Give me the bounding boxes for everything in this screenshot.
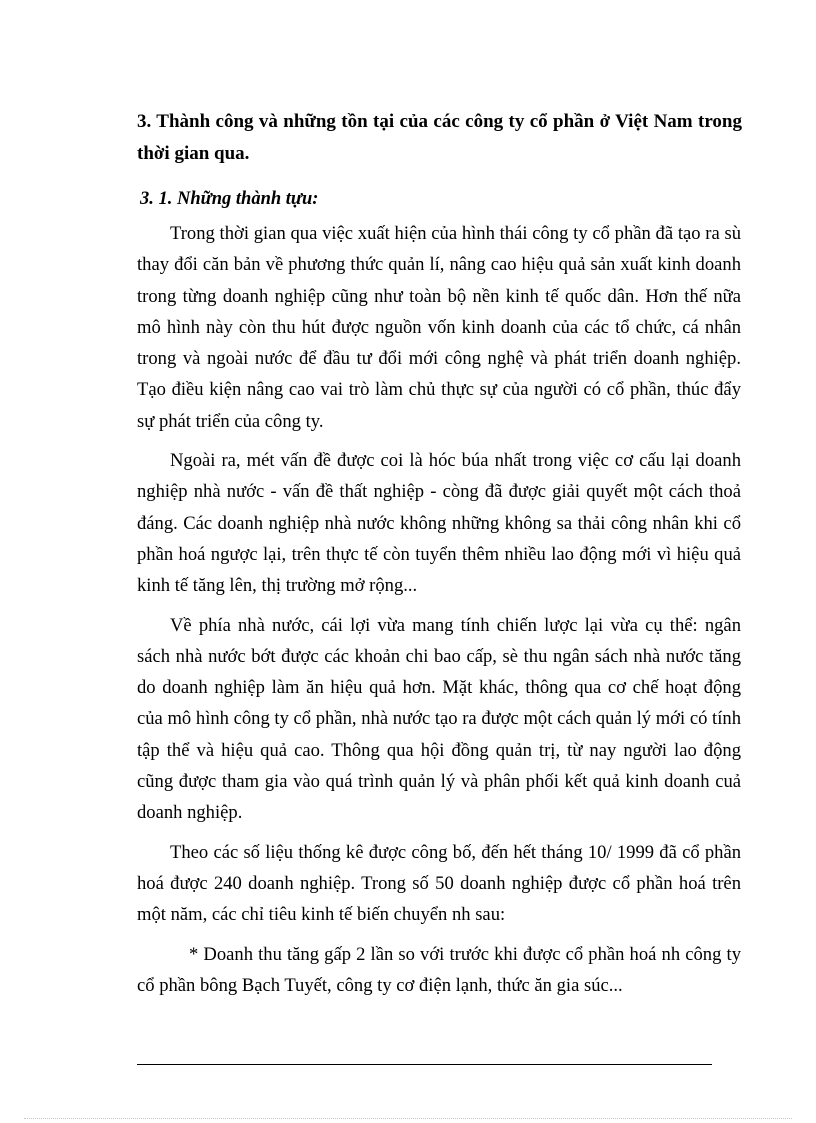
page-bottom-divider: [24, 1118, 792, 1119]
paragraph-unemployment: Ngoài ra, mét vấn đề được coi là hóc búa nhất trong việc cơ cấu lại doanh nghiệp nhà nước - vấn đề thất nghiệp - còng đã được giải quyết một cách thoả đáng. Các doanh nghiệp nhà nước không những không sa thải công nhân khi cổ phần hoá ngược lại, trên thực tế còn tuyển thêm nhiều lao động mới vì hiệu quả kinh tế tăng lên, thị trường mở rộng...: [137, 450, 741, 597]
paragraph-state-benefits: Về phía nhà nước, cái lợi vừa mang tính chiến lược lại vừa cụ thể: ngân sách nhà nước bớt được các khoản chi bao cấp, sè thu ngân sách nhà nước tăng do doanh nghiệp làm ăn hiệu quả hơn. Mặt khác, thông qua cơ chế hoạt động của mô hình công ty cổ phần, nhà nước tạo ra được một cách quản lý mới có tính tập thể và hiệu quả cao. Thông qua hội đồng quản trị, từ nay người lao động cũng được tham gia vào quá trình quản lý và phân phối kết quả kinh doanh cuả doanh nghiệp.: [137, 614, 741, 824]
paragraph-revenue-bullet: * Doanh thu tăng gấp 2 lần so với trước khi được cổ phần hoá nh công ty cổ phần bông Bạch Tuyết, công ty cơ điện lạnh, thức ăn gia súc...: [137, 943, 741, 996]
section-heading: 3. Thành công và những tồn tại của các công ty cổ phần ở Việt Nam trong thời gian qua.: [137, 111, 742, 164]
paragraph-achievements: Trong thời gian qua việc xuất hiện của hình thái công ty cổ phần đã tạo ra sù thay đổi căn bản về phương thức quản lí, nâng cao hiệu quả sản xuất kinh doanh trong từng doanh nghiệp cũng như toàn bộ nền kinh tế quốc dân. Hơn thế nữa mô hình này còn thu hút được nguồn vốn kinh doanh của các tổ chức, cá nhân trong và ngoài nước để đầu tư đổi mới công nghệ và phát triển doanh nghiệp. Tạo điều kiện nâng cao vai trò làm chủ thực sự của người có cổ phần, thúc đẩy sự phát triển của công ty.: [137, 223, 741, 432]
paragraph-statistics: Theo các số liệu thống kê được công bố, đến hết tháng 10/ 1999 đã cổ phần hoá được 240 doanh nghiệp. Trong số 50 doanh nghiệp được cổ phần hoá trên một năm, các chỉ tiêu kinh tế biến chuyển nh sau:: [137, 841, 741, 926]
footer-rule: [137, 1064, 712, 1065]
body-text: [137, 218, 741, 1009]
section-subheading: 3. 1. Những thành tựu:: [140, 189, 319, 209]
